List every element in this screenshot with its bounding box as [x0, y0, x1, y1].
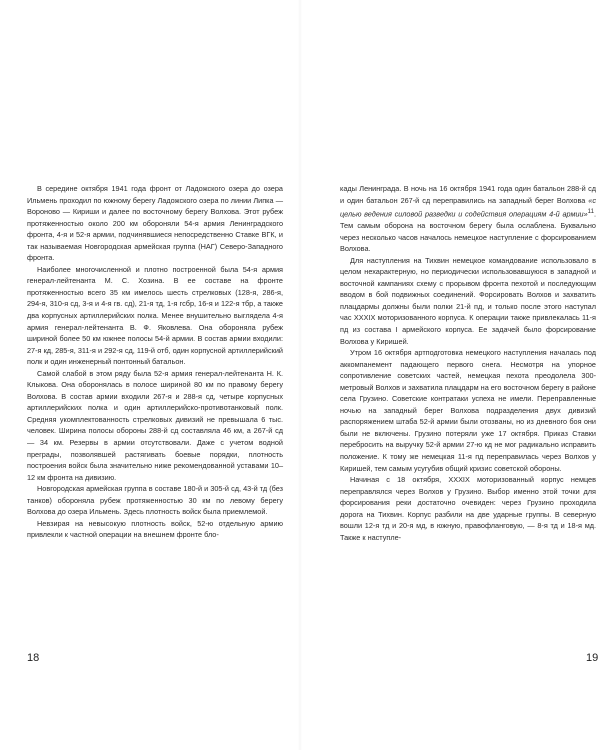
paragraph-text: . Тем самым оборона на восточном берегу была ослаблена. Буквально через несколько часов началось немецкое наступление с форсированием Волхова. [340, 209, 596, 254]
paragraph-continued [340, 183, 596, 255]
page-number-left: 18 [27, 652, 40, 664]
paragraph: Утром 16 октября артподготовка немецкого наступления началась под аккомпанемент падающего первого снега. Несмотря на упорное сопротивление советских частей, немецкая пехота преодолела 300-метровый Волхов и захватила плацдарм на его восточном берегу в районе села Грузино. Советские контратаки успеха не имели. Переправленные ночью на западный берег Волхова подразделения двух дивизий распоряжением штаба 52-й армии были отозваны, но из дневного боя они были не включены. Грузино потеряли уже 17 октября. Приказ Ставки перебросить на выручку 52-й армии 27-ю кд не мог радикально исправить положение. К тому же немецкая 11-я пд переправилась через Волхов у Киришей, тем самым усугубив общий кризис советской обороны. [340, 348, 596, 473]
quotation-italic: «с целью ведения силовой разведки и содействия операциям 4-й армии» [340, 195, 596, 219]
paragraph-text: кады Ленинграда. В ночь на 16 октября 1941 года один батальон 288-й сд и один батальон 267-й сд переправились на западный берег Волхова [340, 184, 596, 205]
right-page [300, 0, 600, 750]
footnote-marker: 11 [587, 208, 594, 216]
paragraph: В середине октября 1941 года фронт от Ладожского озера до озера Ильмень проходил по южному берегу Ладожского озера по линии Липка — Вороново — Кириши и далее по восточному берегу Волхова. Этот рубеж протяженностью около 200 км обороняли 54-я армия Ленинградского фронта, 4-я и 52-я армии, подчинявшиеся непосредственно Ставке ВГК, и так называемая Новгородская армейская группа (НАГ) Северо-Западного фронта. [27, 184, 283, 263]
paragraph: Наиболее многочисленной и плотно построенной была 54-я армия генерал-лейтенанта М. С. Хозина. В ее составе на фронте протяженностью всего 35 км имелось шесть стрелковых (128-я, 286-я, 294-я, 310-я сд, 3-я и 4-я гв. сд), 21-я тд, 1-я гсбр, 16-я и 122-я тбр, а также два корпусных артиллерийских полка. Менее внушительно выглядела 4-я армия генерал-лейтенанта В. Ф. Яковлева. Она обороняла рубеж шириной более 50 км южнее полосы 54-й армии. В состав армии входили: 27-я кд, 285-я, 311-я и 292-я сд, 119-й отб, один корпусной артиллерийский полк и один инженерный понтонный батальон. [27, 264, 283, 367]
page-number-right: 19 [586, 652, 599, 664]
paragraph: Новгородская армейская группа в составе 180-й и 305-й сд, 43-й тд (без танков) обороняла рубеж протяженностью 30 км по левому берегу Волхова до озера Ильмень. Здесь плотность войск была приемлемой. [27, 484, 283, 517]
paragraph: Невзирая на невысокую плотность войск, 52-ю отдельную армию привлекли к частной операции на внешнем фронте бло- [27, 518, 283, 540]
paragraph: Начиная с 18 октября, XXXIX моторизованный корпус немцев переправлялся через Волхов у Грузино. Выбор именно этой точки для форсирования реки достаточно очевиден: через Грузино проходила дорога на Тихвин. Корпус разбили на две ударные группы. В северную вошли 12-я тд и 20-я мд, в южную, правофланговую, — 8-я тд и 18-я мд. Также к наступле- [340, 475, 596, 542]
paragraph: Для наступления на Тихвин немецкое командование использовало в целом нехарактерную, но периодически использовавшуюся в западной и восточной кампаниях схему с прорывом фронта пехотой и последующим вводом в бой подвижных соединений. Форсировать Волхов и захватить плацдармы должны были полки 21-й пд, и только после этого наступал час XXXIX моторизованного корпуса. К операции также привлекалась 11-я пд из состава I армейского корпуса. Ее задачей было форсирование Волхова у Киришей. [340, 255, 596, 346]
right-page-text [340, 183, 596, 543]
left-page-text [27, 183, 283, 541]
paragraph: Самой слабой в этом ряду была 52-я армия генерал-лейтенанта Н. К. Клыкова. Она оборонялась в полосе шириной 80 км по правому берегу Волхова. В состав армии входили 267-я и 288-я сд, четыре корпусных артиллерийских полка и один артиллерийско-противотанковый полк. Средняя укомплектованность стрелковых дивизий не превышала 6 тыс. человек. Ширина полосы обороны 288-й сд составляла 46 км, а 267-й сд — 34 км. Резервы в армии отсутствовали. Даже с учетом водной преграды, позволявшей растягивать боевые порядки, плотность построения войск была значительно ниже рекомендованной уставами 10–12 км фронта на дивизию. [27, 368, 283, 482]
